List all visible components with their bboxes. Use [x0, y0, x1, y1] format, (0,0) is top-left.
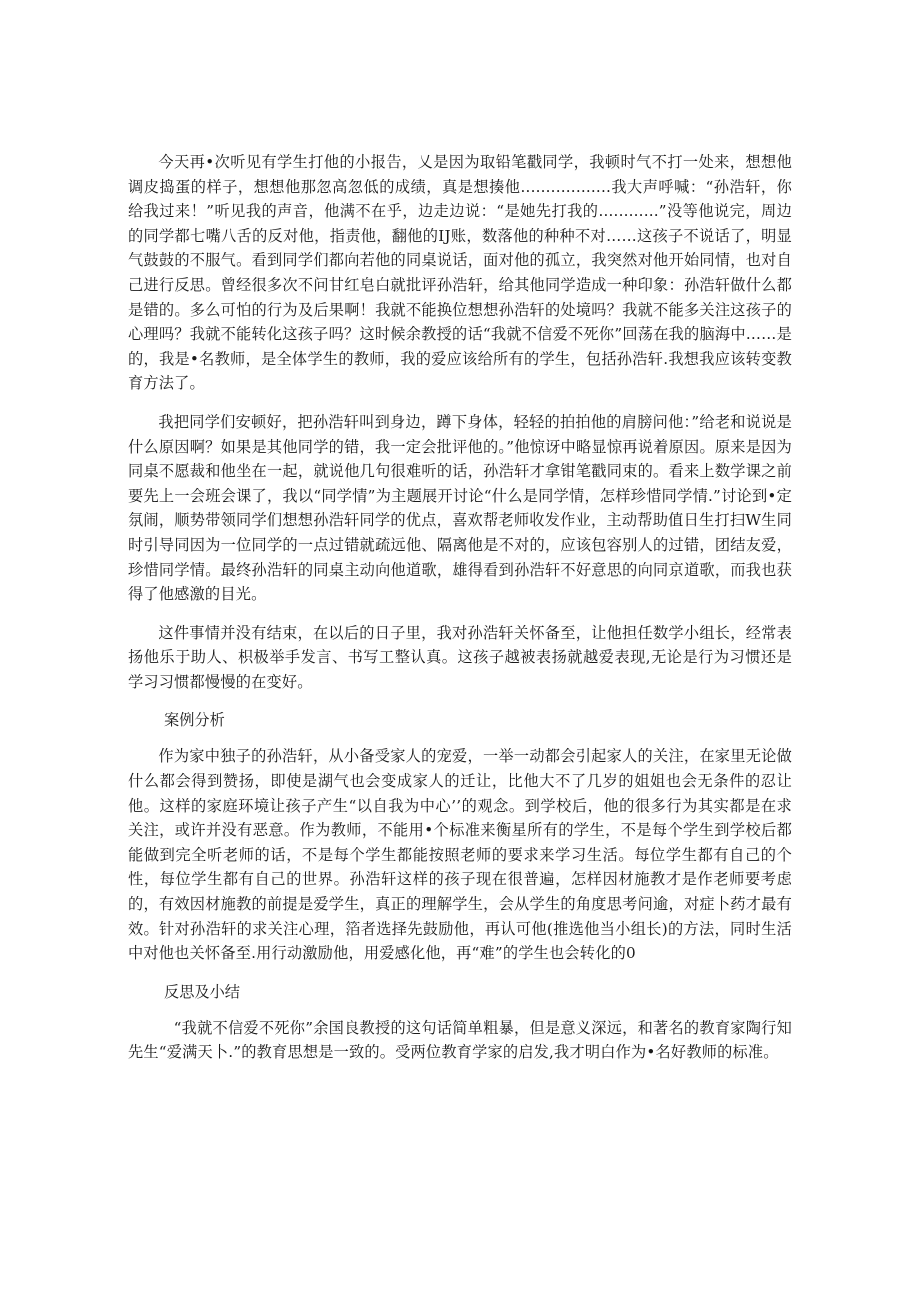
- paragraph-summary: “我就不信爱不死你”余国良教授的这句话简单粗暴，但是意义深远，和著名的教育家陶行知先生“爱满天卜.”的教育思想是一致的。受两位教育学家的启发,我才明白作为•名好教师的标准。: [128, 1018, 792, 1062]
- heading-case-analysis: 案例分析: [164, 711, 225, 730]
- paragraph-resolution: 我把同学们安顿好，把孙浩轩叫到身边，蹲下身体，轻轻的拍拍他的肩膀问他：”给老和说说是什么原因啊？如果是其他同学的错，我一定会批评他的。”他惊讶中略显惊再说着原因。原来是因为同桌不愿裁和他坐在一起，就说他几句很难听的话，孙浩轩才拿钳笔戳同束的。看来上数学课之前要先上一会班会课了，我以“同学情”为主题展开讨论“什么是同学情，怎样珍惜同学情.”讨论到•定氛闹，顺势带领同学们想想孙浩轩同学的优点，喜欢帮老师收发作业，主动帮助值日生打扫W生同时引导同因为一位同学的一点过错就疏远他、隔离他是不对的，应该包容别人的过错，团结友爱，珍惜同学情。最终孙浩轩的同桌主动向他道歌，雄得看到孙浩轩不好意思的向同京道歌，而我也获得了他感激的目光。: [128, 412, 792, 604]
- paragraph-followup: 这件事情并没有结束，在以后的日子里，我对孙浩轩关怀备至，让他担任数学小组长，经常表扬他乐于助人、枳极举手发言、书写工整认真。这孩子越被表扬就越爱表现,无论是行为习惯还是学习习惯都慢慢的在变好。: [128, 623, 792, 691]
- paragraph-incident: 今天再•次听见有学生打他的小报告，乂是因为取铅笔戳同学，我顿时气不打一处来，想想他调皮捣蛋的样子，想想他那忽高忽低的成绩，真是想揍他..................我大声呼喊：“孙浩轩，你给我过来！”听见我的声音，他满不在乎，边走边说：“是她先打我的............”没等他说完，周边的同学都七嘴八舌的反对他，指责他，翻他的IJ账，数落他的种种不对……这孩子不说话了，明显气鼓鼓的不服气。看到同学们都向若他的同桌说话，面对他的孤立，我突然对他开始同情，也对自己进行反思。曾经很多次不问甘红皂白就批评孙浩轩，给其他同学造成一种印象：孙浩轩做什么都是错的。多么可怕的行为及后果啊！我就不能换位想想孙浩轩的处境吗？我就不能多关注这孩子的心理吗？我就不能转化这孩子吗？这时候余教授的话“我就不信爱不死你”回荡在我的脑海中……是的，我是•名教师，是全体学生的教师，我的爱应该给所有的学生，包括孙浩轩.我想我应该转变教育方法了。: [128, 153, 792, 393]
- paragraph-analysis: 作为家中独子的孙浩轩，从小备受家人的宠爱，一举一动都会引起家人的关注，在家里无论做什么都会得到赞扬，即使是湖气也会变成家人的迁让，比他大不了几岁的姐姐也会无条件的忍让他。这样的家庭环境让孩子产生“以自我为中心’’的观念。到学校后，他的很多行为其实都是在求关注，或许并没有恶意。作为教师，不能用•个标准来衡星所有的学生，不是每个学生到学校后都能做到完全听老师的话，不是每个学生都能按照老师的要求来学习生活。每位学生都有自己的个性，每位学生都有自己的世界。孙浩轩这样的孩子现在很普遍，怎样因材施教才是作老师要考虑的，有效因材施教的前提是爱学生，真正的理解学生，会从学生的角度思考问逾，对症卜药才最有效。针对孙浩轩的求关注心理，箔者选择先鼓励他，再认可他(推选他当小组长)的方法，同时生活中对他也关怀备至.用行动激励他，用爱感化他，再“难”的学生也会转化的0: [128, 747, 792, 963]
- document-body: [128, 150, 792, 1065]
- heading-reflection: 反思及小结: [164, 982, 240, 1001]
